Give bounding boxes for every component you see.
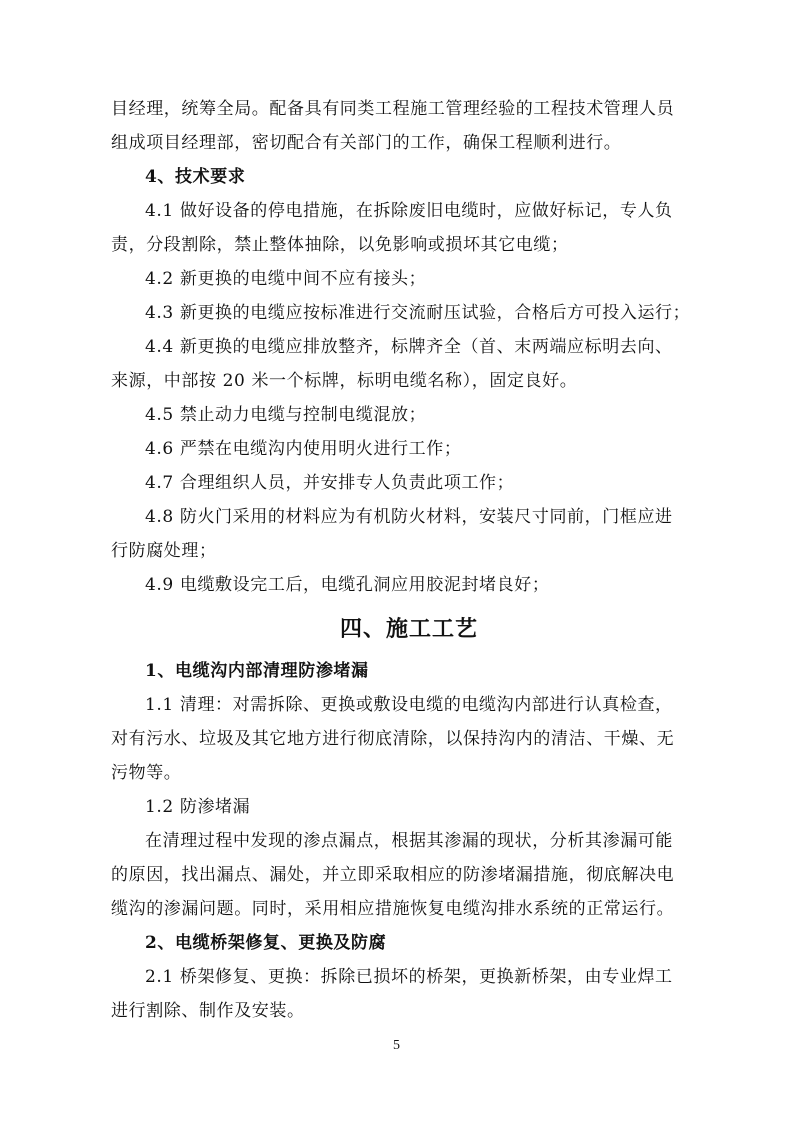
body-line: 对有污水、垃圾及其它地方进行彻底清除，以保持沟内的清洁、干燥、无 (111, 729, 675, 749)
body-line: 4.2 新更换的电缆中间不应有接头； (145, 269, 427, 289)
body-line: 在清理过程中发现的渗点漏点，根据其渗漏的现状，分析其渗漏可能 (145, 831, 673, 851)
body-line: 责，分段割除，禁止整体抽除，以免影响或损坏其它电缆； (111, 235, 569, 255)
body-line: 4.3 新更换的电缆应按标准进行交流耐压试验，合格后方可投入运行； (145, 303, 691, 323)
body-line: 1.2 防渗堵漏 (145, 797, 251, 817)
page-body (111, 92, 707, 1028)
chapter-title: 四、施工工艺 (339, 616, 478, 642)
body-line: 组成项目经理部，密切配合有关部门的工作，确保工程顺利进行。 (111, 133, 622, 153)
body-line: 4.1 做好设备的停电措施，在拆除废旧电缆时，应做好标记，专人负 (145, 201, 673, 221)
body-line: 缆沟的渗漏问题。同时，采用相应措施恢复电缆沟排水系统的正常运行。 (111, 899, 675, 919)
body-line: 4.7 合理组织人员，并安排专人负责此项工作； (145, 473, 515, 493)
body-line: 行防腐处理； (111, 541, 217, 561)
body-line: 4.6 严禁在电缆沟内使用明火进行工作； (145, 439, 462, 459)
section-heading-trench-cleaning: 1、电缆沟内部清理防渗堵漏 (145, 661, 369, 681)
page-number: 5 (393, 1038, 400, 1053)
body-line: 4.4 新更换的电缆应排放整齐，标牌齐全（首、末两端应标明去向、 (145, 337, 673, 357)
body-line: 4.8 防火门采用的材料应为有机防火材料，安装尺寸同前，门框应进 (145, 507, 673, 527)
body-line: 进行割除、制作及安装。 (111, 1001, 305, 1021)
section-heading-tech-requirements: 4、技术要求 (145, 167, 246, 187)
body-line: 目经理，统筹全局。配备具有同类工程施工管理经验的工程技术管理人员 (111, 99, 675, 119)
body-line: 2.1 桥架修复、更换：拆除已损坏的桥架，更换新桥架，由专业焊工 (145, 967, 673, 987)
body-line: 4.9 电缆敷设完工后，电缆孔洞应用胶泥封堵良好； (145, 575, 550, 595)
body-line: 来源，中部按 20 米一个标牌，标明电缆名称），固定良好。 (111, 371, 578, 391)
body-line: 1.1 清理：对需拆除、更换或敷设电缆的电缆沟内部进行认真检查， (145, 695, 673, 715)
body-line: 污物等。 (111, 763, 182, 783)
section-heading-cable-tray: 2、电缆桥架修复、更换及防腐 (145, 933, 387, 953)
body-line: 的原因，找出漏点、漏处，并立即采取相应的防渗堵漏措施，彻底解决电 (111, 865, 675, 885)
body-line: 4.5 禁止动力电缆与控制电缆混放； (145, 405, 427, 425)
